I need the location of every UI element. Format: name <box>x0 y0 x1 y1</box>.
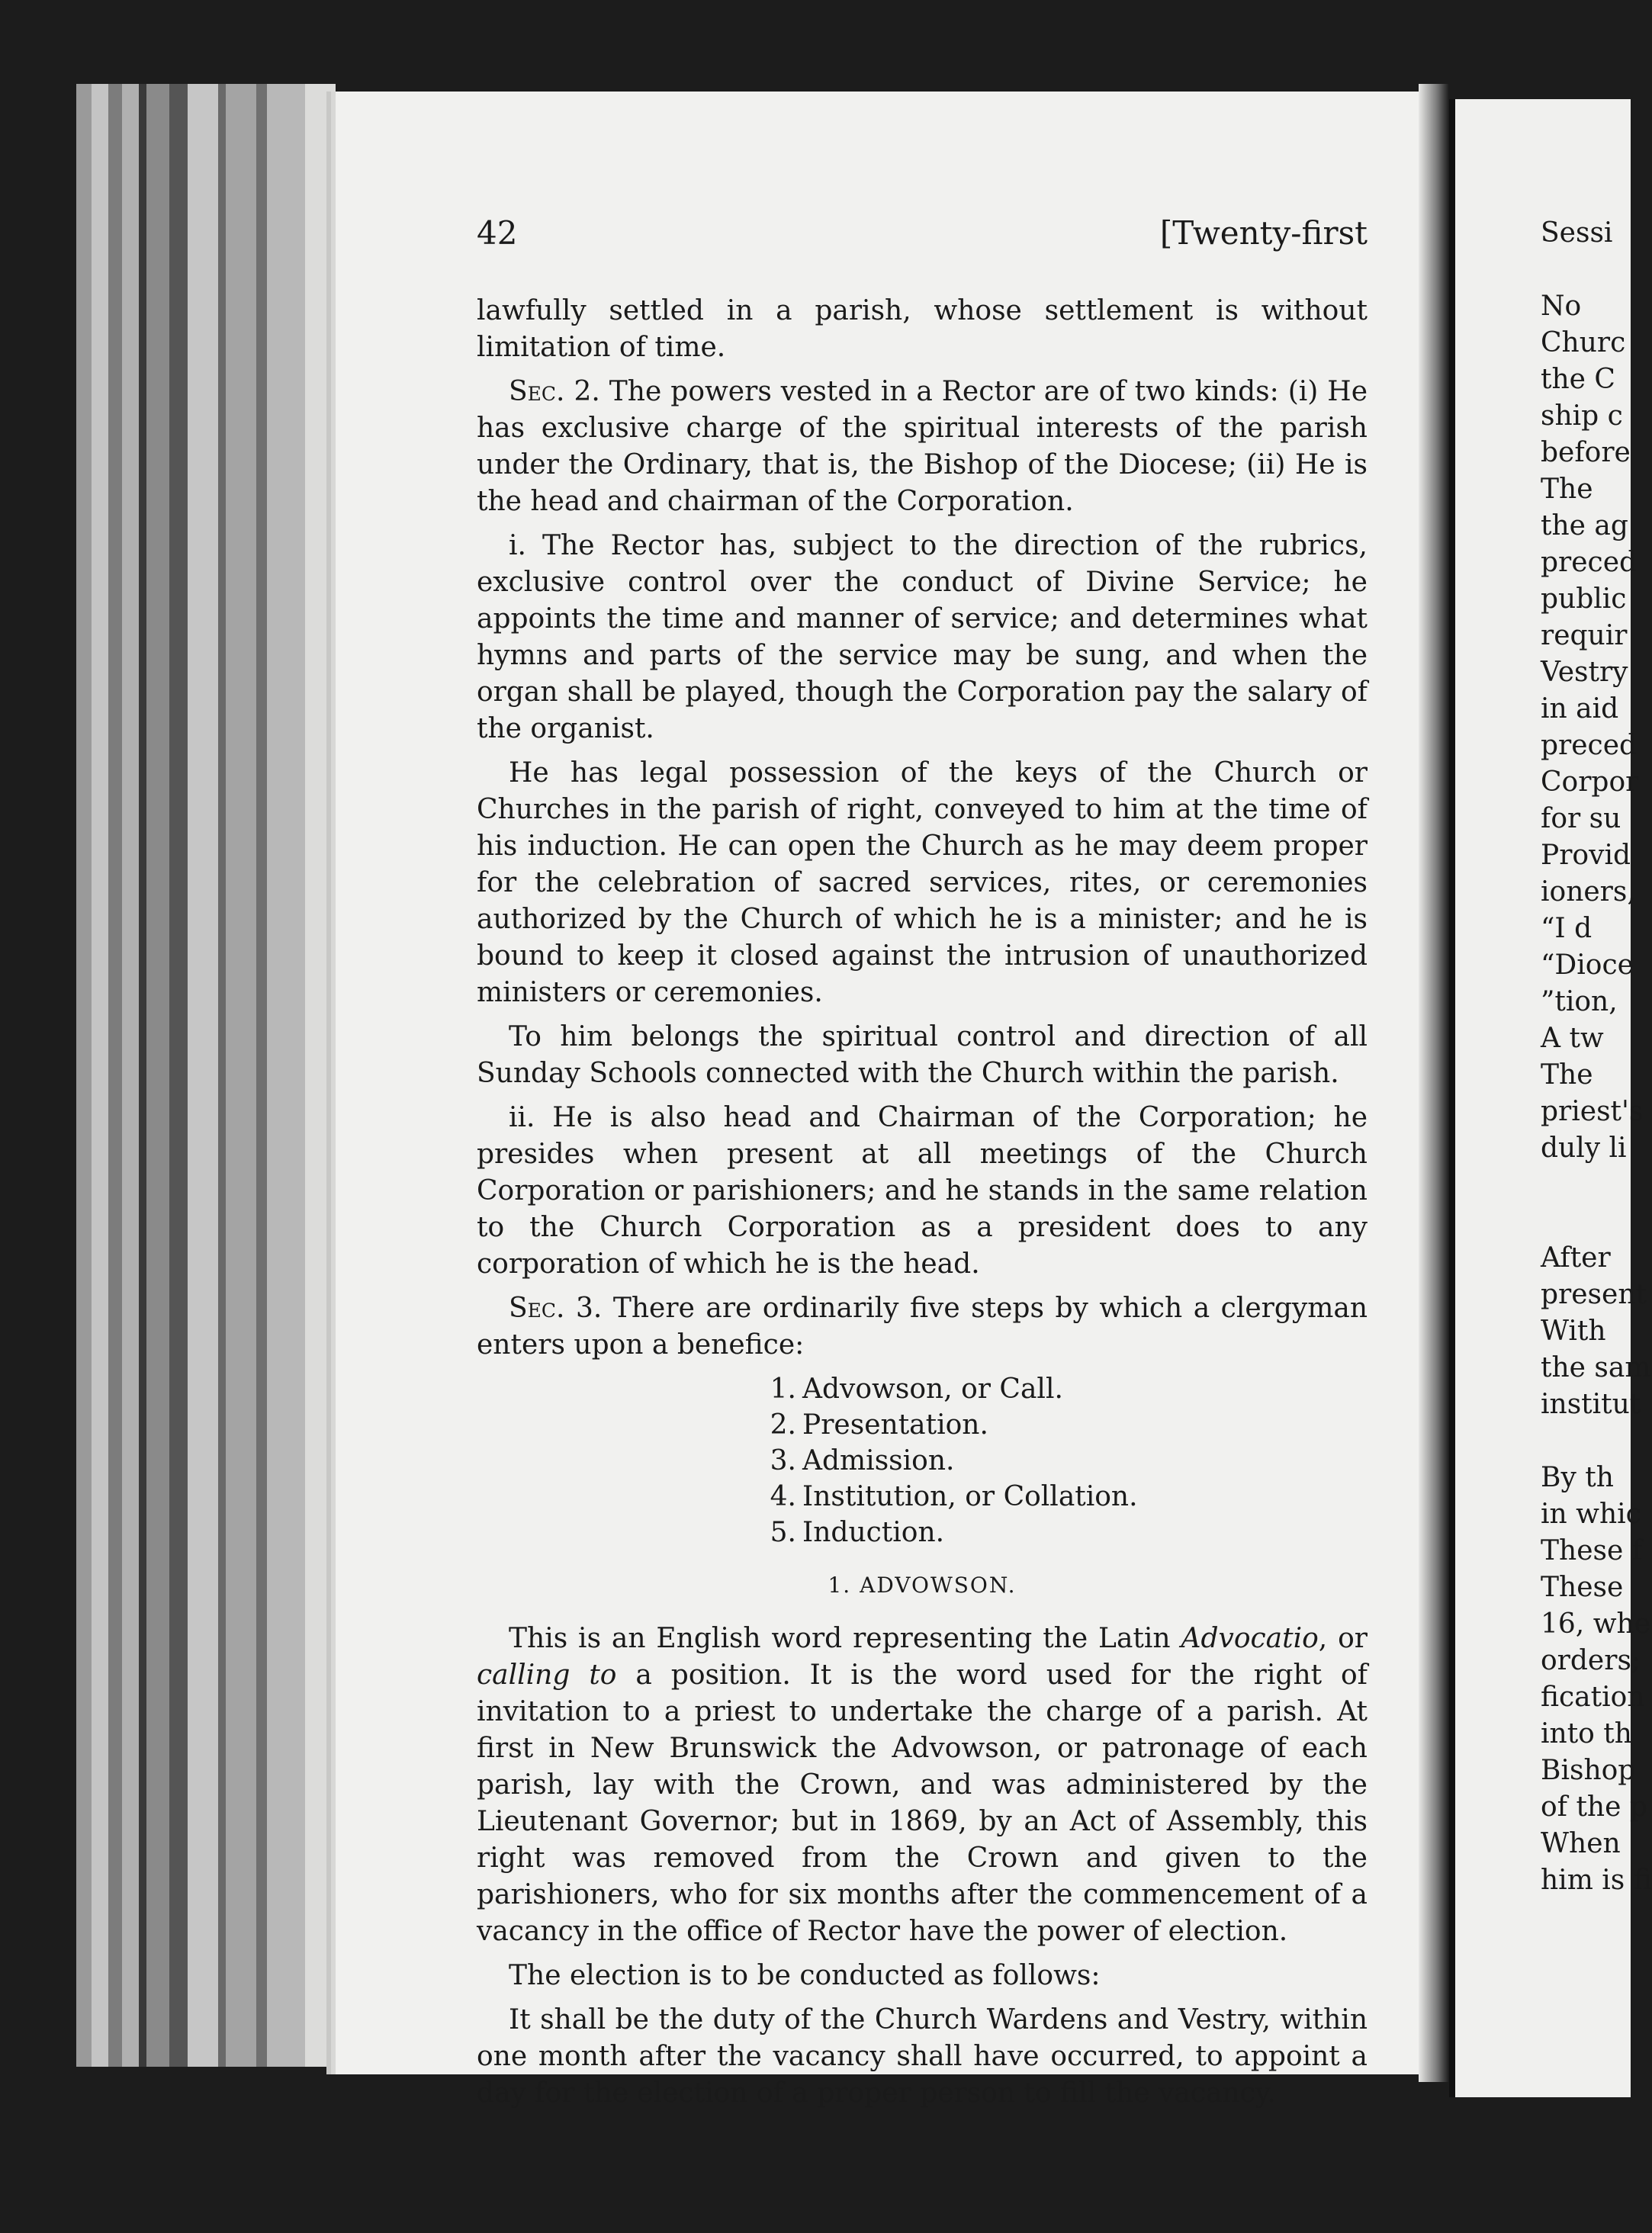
running-header <box>477 215 1368 261</box>
list-item-number: 4. <box>770 1481 796 1512</box>
page-number: 42 <box>477 214 518 252</box>
facing-page-line: With <box>1541 1316 1606 1347</box>
facing-page-line: requir <box>1541 620 1628 651</box>
facing-page-line: A tw <box>1541 1023 1604 1054</box>
facing-page-line: Vestry <box>1541 657 1628 688</box>
list-item-text: Institution, or Collation. <box>802 1481 1138 1512</box>
facing-page-line: Provid <box>1541 840 1631 871</box>
list-item-text: Admission. <box>802 1445 955 1476</box>
facing-page-line: The <box>1541 1059 1593 1091</box>
paragraph: He has legal possession of the keys of the Church or Churches in the parish of right, conveyed to him at the time of his induction. He can open the Church as he may deem proper for the celebration of sacred services, rites, or ceremonies authorized by the Church of which he is a minister; and he is bound to keep it closed against the intrusion of unauthorized ministers or ceremonies. <box>477 757 1368 1008</box>
facing-page-line: of the p <box>1541 1791 1647 1823</box>
facing-page-line: duly li <box>1541 1133 1627 1164</box>
section-label: Sec. 3. <box>509 1293 603 1324</box>
facing-page-line: ”tion, <box>1541 986 1618 1017</box>
italic-phrase: calling to <box>477 1659 617 1691</box>
facing-page-line: ship c <box>1541 400 1623 432</box>
facing-page-line: ioners, <box>1541 876 1636 908</box>
paragraph-sec-3 <box>477 1290 1368 1364</box>
facing-page-line: for su <box>1541 803 1621 834</box>
facing-page-line <box>1541 1423 1632 1460</box>
facing-page-line: “Dioce <box>1541 949 1634 981</box>
paragraph: lawfully settled in a parish, whose settlement is without limitation of time. <box>477 295 1368 363</box>
facing-page-line: These <box>1541 1572 1624 1603</box>
list-item <box>763 1479 1368 1515</box>
paragraph-text: The powers vested in a Rector are of two kinds: (i) He has exclusive charge of the spiritual interests of the parish under the Ordinary, that is, the Bishop of the Diocese; (ii) He is the head and chairman of the Corporation. <box>477 376 1368 517</box>
paragraph: To him belongs the spiritual control and direction of all Sunday Schools connected with the Church within the parish. <box>477 1021 1368 1089</box>
facing-page-line: institut <box>1541 1389 1641 1420</box>
facing-page-line: into th <box>1541 1718 1632 1749</box>
paragraph: i. The Rector has, subject to the direction of the rubrics, exclusive control over the conduct of Divine Service; he appoints the time and manner of service; and determines what hymns and parts of the service may be sung, and when the organ shall be played, though the Corporation pay the salary of the organist. <box>477 530 1368 744</box>
paragraph-text: There are ordinarily five steps by which a clergyman enters upon a benefice: <box>477 1293 1368 1361</box>
facing-page-line: Sessi <box>1541 217 1613 249</box>
paragraph-advowson <box>477 1621 1368 1950</box>
list-item <box>763 1371 1368 1407</box>
facing-page-line: the ag <box>1541 510 1628 541</box>
section-label: Sec. 2. <box>509 376 600 407</box>
facing-page-line: him is fi <box>1541 1865 1652 1896</box>
facing-page-line: the C <box>1541 364 1615 395</box>
facing-page-line <box>1541 252 1632 288</box>
facing-page-line: priest's <box>1541 1096 1644 1127</box>
paragraph-sec-2 <box>477 374 1368 520</box>
latin-term: Advocatio <box>1181 1623 1319 1654</box>
facing-page-line: No <box>1541 291 1582 322</box>
facing-page-line: These f <box>1541 1535 1643 1566</box>
steps-list <box>477 1371 1368 1550</box>
facing-page-line: orders; <box>1541 1645 1641 1676</box>
facing-page-line: preced <box>1541 730 1638 761</box>
facing-page-line: before <box>1541 437 1631 468</box>
facing-page-line: After <box>1541 1242 1611 1274</box>
facing-page-line: Churc <box>1541 327 1626 358</box>
facing-page-line: “I d <box>1541 913 1593 944</box>
page-body <box>477 293 1368 2119</box>
list-item-number: 2. <box>770 1409 796 1441</box>
list-item-number: 3. <box>770 1445 796 1476</box>
facing-page-line: preced <box>1541 547 1638 578</box>
facing-page-line: fication <box>1541 1682 1645 1713</box>
facing-page-line: the sam <box>1541 1352 1651 1383</box>
list-item-number: 1. <box>770 1374 796 1405</box>
facing-page-text <box>1541 215 1652 1899</box>
facing-page-line: When <box>1541 1828 1621 1859</box>
list-item-text: Induction. <box>802 1517 945 1548</box>
facing-page-line: in aid <box>1541 693 1619 725</box>
text-run: , or <box>1318 1623 1368 1654</box>
facing-page-line <box>1541 1203 1632 1240</box>
facing-page-line: present <box>1541 1279 1647 1310</box>
paragraph: The election is to be conducted as follows: <box>509 1960 1101 1991</box>
facing-page-line <box>1541 1167 1632 1203</box>
list-item <box>763 1515 1368 1550</box>
text-run: a position. It is the word used for the right of invitation to a priest to undertake the charge of a parish. At first in New Brunswick the Advowson, or patronage of each parish, lay with the Crown, and was administered by the Lieutenant Governor; but in 1869, by an Act of Assembly, this right was removed from the Crown and given to the parishioners, who for six months after the commencement of a vacancy in the office of Rector have the power of election. <box>477 1659 1368 1947</box>
list-item <box>763 1443 1368 1479</box>
facing-page-line: public <box>1541 583 1627 615</box>
list-item <box>763 1407 1368 1443</box>
paragraph: It shall be the duty of the Church Wardens and Vestry, within one month after the vacancy shall have occurred, to appoint a day for the election of a proper person to fill the vacancy. <box>477 2004 1368 2109</box>
facing-page-line: The <box>1541 474 1593 505</box>
section-heading: 1. ADVOWSON. <box>828 1573 1017 1598</box>
running-title: [Twenty-first <box>1159 214 1368 252</box>
facing-page-line: 16, whe <box>1541 1608 1650 1640</box>
facing-page-line: Bishop <box>1541 1755 1636 1786</box>
facing-page-line: By th <box>1541 1462 1614 1493</box>
list-item-text: Presentation. <box>802 1409 988 1441</box>
facing-page-line: in whic <box>1541 1499 1641 1530</box>
list-item-number: 5. <box>770 1517 796 1548</box>
list-item-text: Advowson, or Call. <box>802 1374 1063 1405</box>
facing-page-line: Corpor <box>1541 766 1639 798</box>
text-run: This is an English word representing the Latin <box>509 1623 1181 1654</box>
page-edges <box>76 84 343 2067</box>
book-gutter <box>1419 84 1449 2082</box>
paragraph: ii. He is also head and Chairman of the Corporation; he presides when present at all meetings of the Church Corporation or parishioners; and he stands in the same relation to the Church Corporation as a president does to any corporation of which he is the head. <box>477 1102 1368 1280</box>
